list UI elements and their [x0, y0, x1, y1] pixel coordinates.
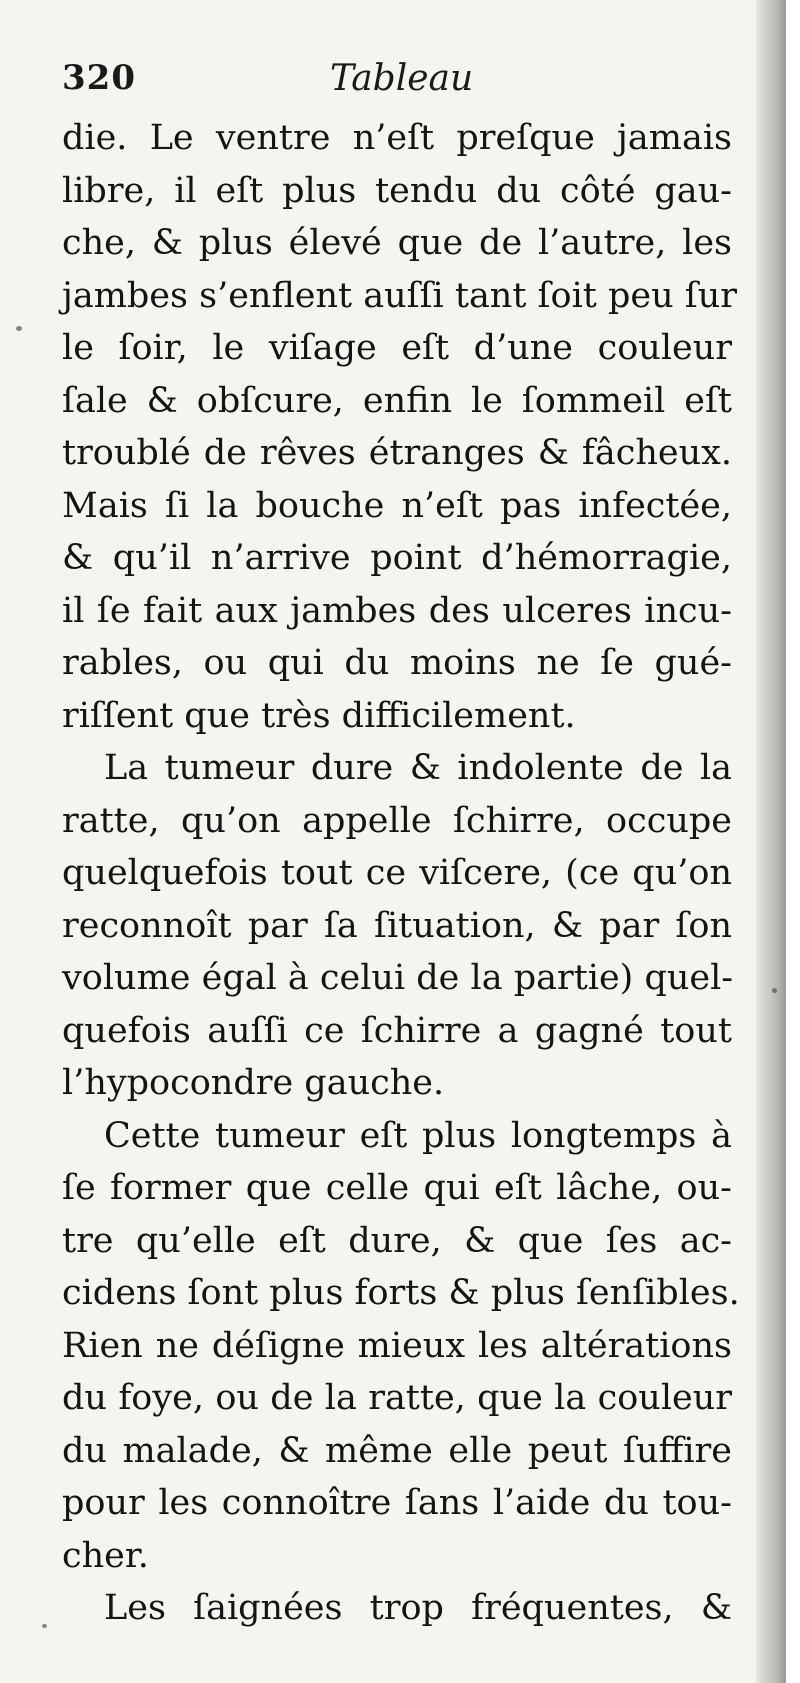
text-line: Les ſaignées trop fréquentes, &	[104, 1588, 732, 1628]
text-line: ſale & obſcure, enfin le ſommeil eſt	[62, 380, 732, 421]
text-line: du foye, ou de la ratte, que la couleur	[62, 1378, 732, 1418]
ink-speck	[16, 326, 22, 331]
text-line: & qu’il n’arrive point d’hémorragie,	[62, 538, 732, 578]
text-line: quefois auſſi ce ſchirre a gagné tout	[62, 1010, 732, 1051]
text-line: il ſe fait aux jambes des ulceres incu-	[62, 590, 732, 631]
text-line: quelquefois tout ce viſcere, (ce qu’on	[62, 853, 732, 893]
text-line: reconnoît par ſa ſituation, & par ſon	[62, 905, 732, 946]
text-line: die. Le ventre n’eſt preſque jamais	[62, 118, 732, 158]
text-line: libre, il eſt plus tendu du côté gau-	[62, 170, 732, 211]
text-line: cher.	[62, 1535, 149, 1576]
text-line: pour les connoître ſans l’aide du tou-	[62, 1483, 732, 1523]
ink-speck	[772, 988, 777, 993]
text-line: troublé de rêves étranges & fâcheux.	[62, 433, 732, 473]
text-line: le ſoir, le viſage eſt d’une couleur	[62, 328, 732, 368]
text-line: che, & plus élevé que de l’autre, les	[62, 223, 732, 263]
text-line: jambes s’enflent auſſi tant ſoit peu ſur	[62, 275, 737, 316]
text-line: Rien ne déſigne mieux les altérations	[62, 1325, 732, 1366]
running-title: Tableau	[330, 58, 474, 99]
page-number: 320	[62, 58, 136, 98]
scan-margin	[786, 0, 800, 1683]
text-line: riſſent que très difficilement.	[62, 695, 576, 736]
text-line: Cette tumeur eſt plus longtemps à	[104, 1115, 732, 1156]
text-line: cidens ſont plus forts & plus ſenſibles.	[62, 1273, 740, 1313]
text-line: du malade, & même elle peut ſuffire	[62, 1430, 732, 1471]
ink-speck	[42, 1624, 47, 1628]
text-line: volume égal à celui de la partie) quel-	[62, 958, 734, 998]
text-line: ſe former que celle qui eſt lâche, ou-	[62, 1168, 732, 1208]
text-line: ratte, qu’on appelle ſchirre, occupe	[62, 800, 732, 841]
page-gutter-shadow	[756, 0, 786, 1683]
text-line: rables, ou qui du moins ne ſe gué-	[62, 643, 732, 683]
text-line: tre qu’elle eſt dure, & que ſes ac-	[62, 1220, 732, 1261]
text-line: Mais ſi la bouche n’eſt pas infectée,	[62, 485, 732, 526]
body-text	[62, 112, 740, 1635]
text-line: La tumeur dure & indolente de la	[104, 748, 732, 788]
text-line: l’hypocondre gauche.	[62, 1063, 445, 1103]
running-head	[62, 58, 722, 106]
